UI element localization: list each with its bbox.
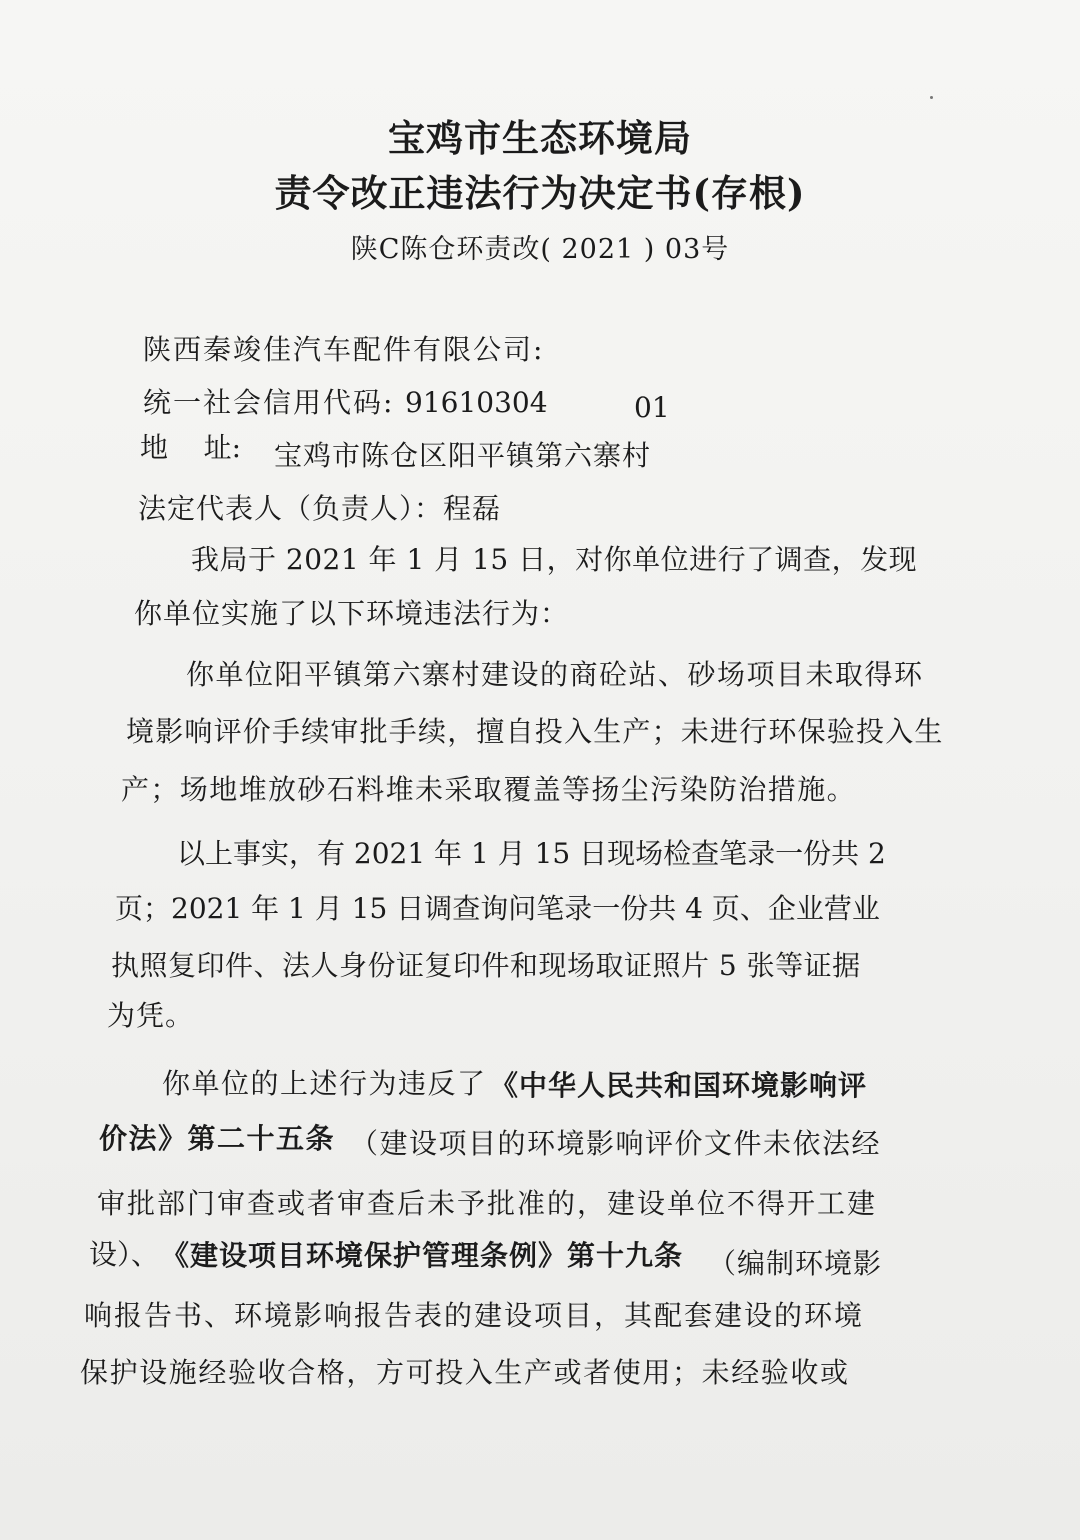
paragraph-3-line-4: 为凭。 xyxy=(107,999,195,1032)
paragraph-1-line-2: 你单位实施了以下环境违法行为： xyxy=(134,597,570,630)
paragraph-4-line-1a: 你单位的上述行为违反了 xyxy=(162,1067,487,1100)
paragraph-4-line-5: 响报告书、环境影响报告表的建设项目，其配套建设的环境 xyxy=(84,1299,865,1332)
paragraph-2-line-2: 境影响评价手续审批手续，擅自投入生产；未进行环保验投入生 xyxy=(126,715,944,748)
paragraph-4-line-4c: （编制环境影 xyxy=(708,1247,883,1280)
paragraph-4-line-2b: （建设项目的环境影响评价文件未依法经 xyxy=(350,1127,882,1160)
address-value: 宝鸡市陈仓区阳平镇第六寨村 xyxy=(274,439,652,472)
paragraph-1-line-1: 我局于 2021 年 1 月 15 日，对你单位进行了调查，发现 xyxy=(191,543,918,576)
paragraph-2-line-3: 产；场地堆放砂石料堆未采取覆盖等扬尘污染防治措施。 xyxy=(121,773,857,806)
credit-code-suffix: 01 xyxy=(634,391,670,424)
paragraph-3-line-1: 以上事实，有 2021 年 1 月 15 日现场检查笔录一份共 2 xyxy=(177,837,886,870)
document-number: 陕C陈仓环责改( 2021 ) 03号 xyxy=(350,234,730,265)
law-article-25: 价法》第二十五条 xyxy=(99,1122,336,1155)
address-label: 地 址: xyxy=(140,431,242,464)
paragraph-3-line-3: 执照复印件、法人身份证复印件和现场取证照片 5 张等证据 xyxy=(111,949,861,982)
paragraph-4-line-6: 保护设施经验收合格，方可投入生产或者使用；未经验收或 xyxy=(80,1356,850,1389)
credit-code-label: 统一社会信用代码: xyxy=(143,386,395,419)
law-reference-regulation: 《建设项目环境保护管理条例》第十九条 xyxy=(161,1239,684,1272)
document-title-agency: 宝鸡市生态环境局 xyxy=(388,116,692,160)
scan-speck xyxy=(930,96,933,99)
document-title: 责令改正违法行为决定书(存根) xyxy=(274,171,806,215)
legal-representative: 法定代表人（负责人）：程磊 xyxy=(138,492,502,525)
credit-code-value: 91610304 xyxy=(405,386,548,419)
paragraph-2-line-1: 你单位阳平镇第六寨村建设的商砼站、砂场项目未取得环 xyxy=(186,658,924,691)
paragraph-3-line-2: 页；2021 年 1 月 15 日调查询问笔录一份共 4 页、企业营业 xyxy=(115,892,880,925)
paragraph-4-line-4a: 设）、 xyxy=(89,1238,160,1271)
company-name: 陕西秦竣佳汽车配件有限公司: xyxy=(143,333,545,366)
law-reference-eia-law: 《中华人民共和国环境影响评 xyxy=(490,1069,868,1102)
paragraph-4-line-3: 审批部门审查或者审查后未予批准的，建设单位不得开工建 xyxy=(97,1187,878,1220)
